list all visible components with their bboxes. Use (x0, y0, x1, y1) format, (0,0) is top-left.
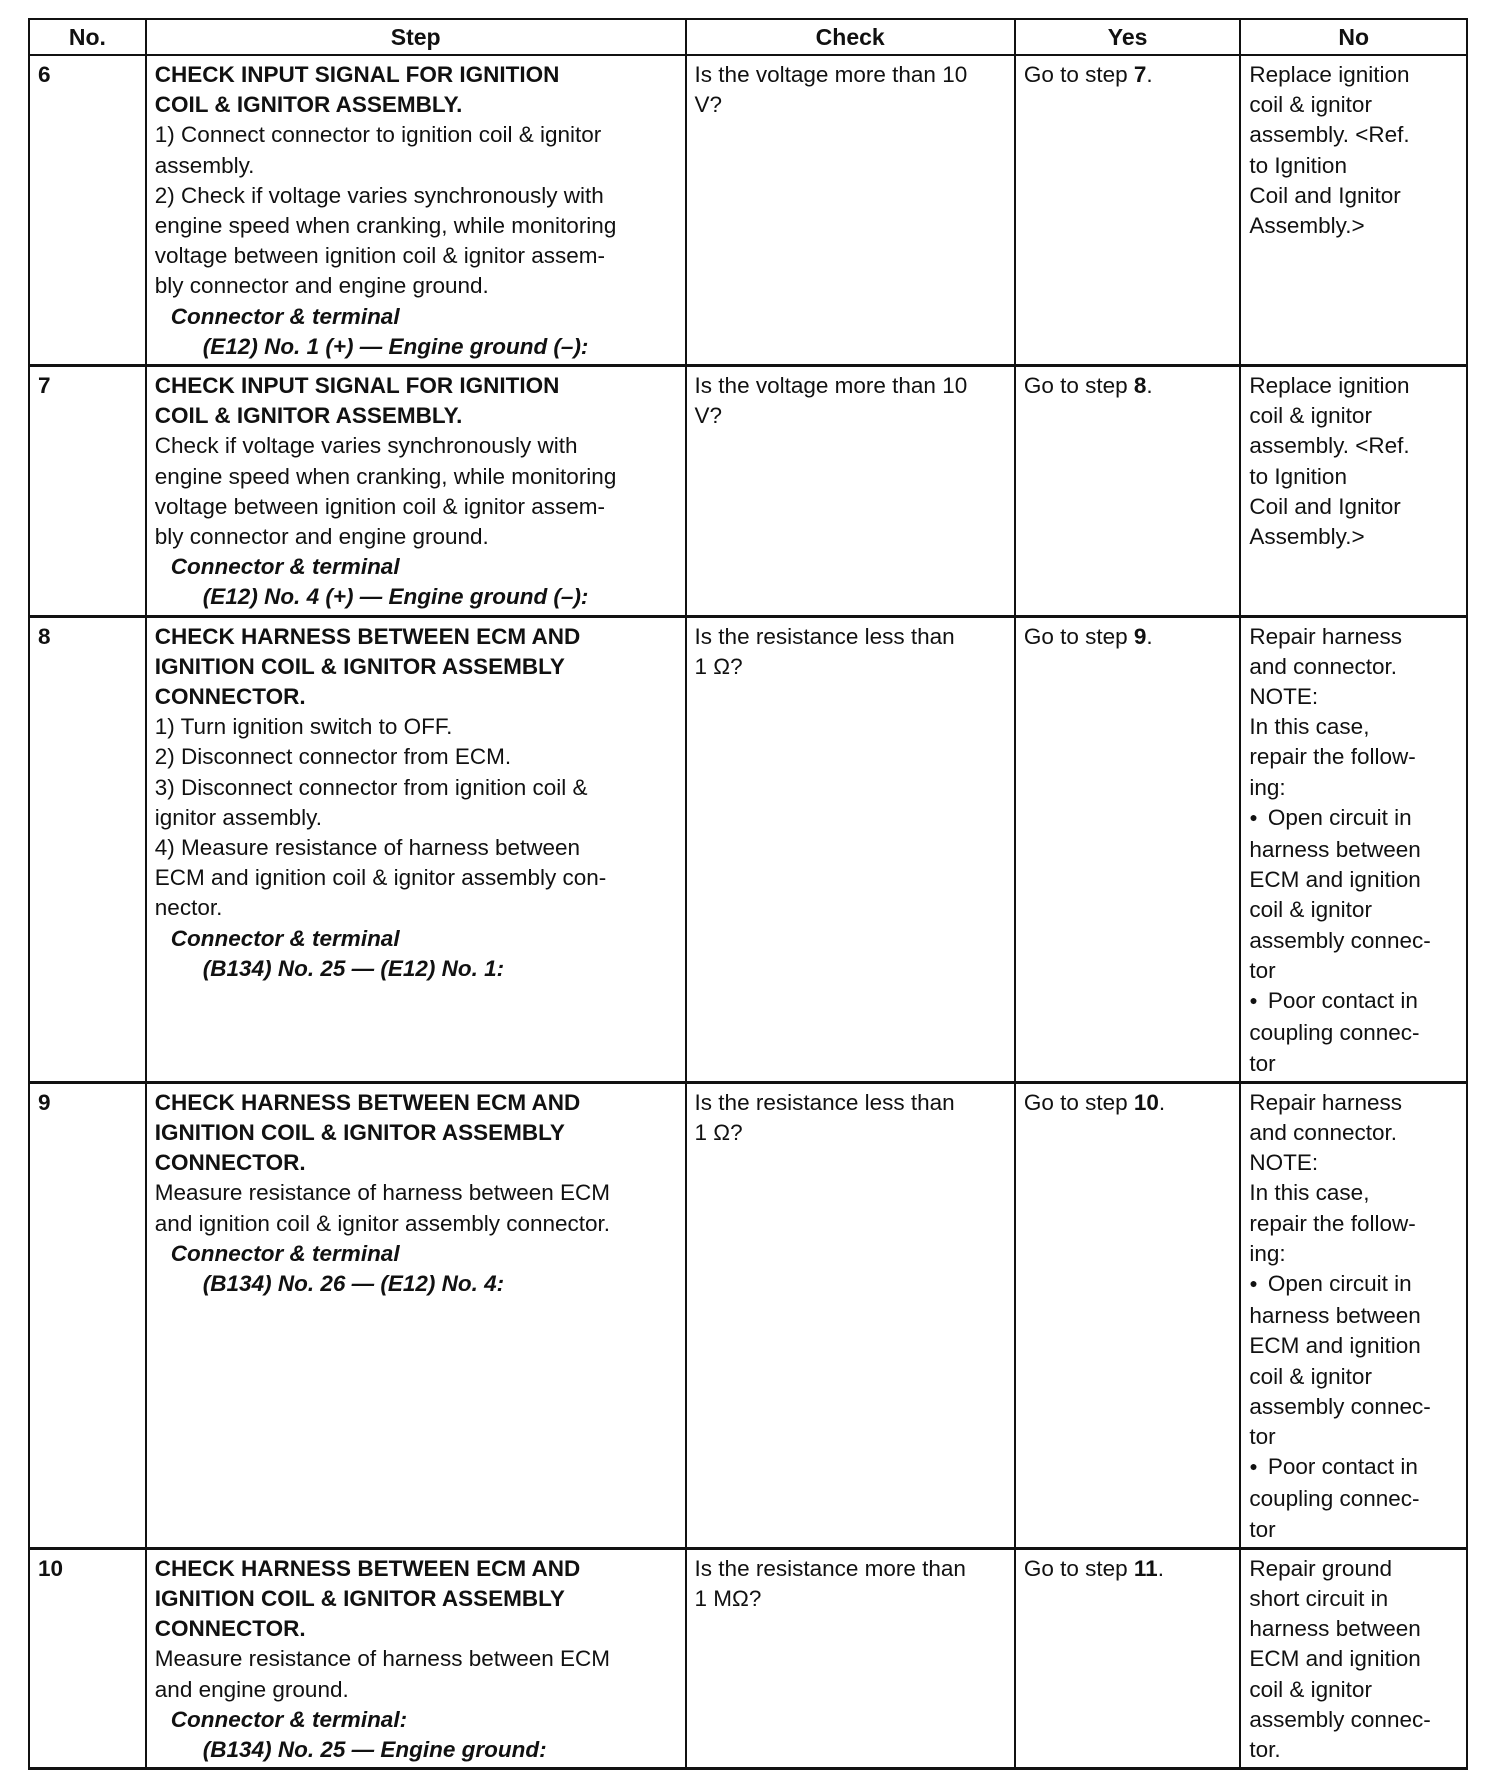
check-line: 1 Ω? (694, 653, 743, 679)
step-title-line: CHECK HARNESS BETWEEN ECM AND (154, 623, 581, 649)
step-title-line: CHECK INPUT SIGNAL FOR IGNITION (154, 62, 560, 87)
no-answer-cell (1240, 366, 1467, 617)
step-instruction-line: and engine ground. (154, 1676, 349, 1702)
yes-prefix: Go to step (1023, 1089, 1134, 1115)
bullet-item-line: ● Open circuit in (1249, 803, 1458, 835)
diagnostic-table (28, 18, 1468, 1770)
row-number-cell (29, 616, 146, 1082)
step-title-line: IGNITION COIL & IGNITOR ASSEMBLY (154, 1585, 565, 1611)
check-cell (686, 55, 1015, 366)
table-row (29, 55, 1467, 366)
diagnostic-sheet (28, 18, 1468, 1770)
bullet-continuation-line: coupling connec- (1249, 1020, 1420, 1046)
step-instruction-line: 1) Turn ignition switch to OFF. (154, 714, 453, 740)
step-cell (146, 616, 686, 1082)
no-answer-cell (1240, 55, 1467, 366)
bullet-continuation-line: tor (1249, 1516, 1276, 1542)
check-line: 1 MΩ? (694, 1585, 762, 1611)
step-title-line: COIL & IGNITOR ASSEMBLY. (154, 92, 463, 118)
step-instruction-line: Measure resistance of harness between ECM (154, 1646, 611, 1672)
check-line: Is the resistance less than (694, 1089, 955, 1115)
no-answer-line: tor. (1249, 1736, 1281, 1762)
yes-action (1024, 1088, 1232, 1118)
header-check: Check (686, 19, 1015, 55)
table-row (29, 1548, 1467, 1768)
step-instruction-line: 3) Disconnect connector from ignition coil & (154, 774, 588, 800)
check-line: V? (694, 92, 723, 118)
step-cell (146, 55, 686, 366)
row-number-cell (29, 55, 146, 366)
row-number-cell (29, 366, 146, 617)
no-answer-line: Repair ground (1249, 1555, 1392, 1581)
connector-terminal-label: Connector & terminal (170, 303, 400, 329)
yes-prefix: Go to step (1023, 1555, 1134, 1581)
bullet-continuation-line: tor (1249, 1050, 1276, 1076)
no-answer-line: In this case, (1249, 1180, 1370, 1206)
header-no: No. (29, 19, 146, 55)
step-number: 9 (38, 1089, 51, 1115)
step-instruction-line: nector. (154, 895, 223, 921)
no-answer-line: Assembly.> (1249, 213, 1365, 239)
step-instruction-line: 2) Check if voltage varies synchronously with (154, 182, 604, 208)
yes-step-number: 10 (1133, 1089, 1159, 1115)
step-instruction-line: ignitor assembly. (154, 804, 322, 830)
step-instruction-line: ECM and ignition coil & ignitor assembly con- (154, 865, 607, 891)
step-number: 10 (38, 1555, 64, 1581)
yes-suffix: . (1146, 373, 1153, 399)
yes-prefix: Go to step (1023, 62, 1134, 87)
bullet-item-line: ● Poor contact in (1249, 1452, 1458, 1484)
check-line: Is the voltage more than 10 (694, 62, 968, 87)
bullet-continuation-line: coil & ignitor (1249, 897, 1372, 923)
no-answer-line: repair the follow- (1249, 744, 1416, 770)
no-answer-line: coil & ignitor (1249, 92, 1372, 118)
check-line: 1 Ω? (694, 1119, 743, 1145)
yes-cell (1015, 1548, 1241, 1768)
step-cell (146, 1548, 686, 1768)
step-title-line: CONNECTOR. (154, 684, 306, 710)
step-instruction-line: bly connector and engine ground. (154, 524, 489, 550)
connector-terminal-value: (E12) No. 4 (+) — Engine ground (–): (202, 584, 589, 610)
no-answer-cell (1240, 1548, 1467, 1768)
step-title-line: COIL & IGNITOR ASSEMBLY. (154, 403, 463, 429)
yes-step-number: 9 (1133, 623, 1147, 649)
bullet-continuation-line: coupling connec- (1249, 1486, 1420, 1512)
connector-terminal-label: Connector & terminal: (170, 1706, 408, 1732)
step-instruction-line: and ignition coil & ignitor assembly connector. (154, 1210, 611, 1236)
header-yes: Yes (1015, 19, 1241, 55)
yes-prefix: Go to step (1023, 623, 1134, 649)
connector-terminal-label: Connector & terminal (170, 554, 400, 580)
step-instruction-line: Check if voltage varies synchronously with (154, 433, 578, 459)
bullet-continuation-line: tor (1249, 957, 1276, 983)
yes-suffix: . (1146, 62, 1153, 87)
no-answer-line: Repair harness (1249, 1089, 1402, 1115)
yes-action (1024, 1554, 1232, 1584)
no-answer-line: ing: (1249, 1240, 1286, 1266)
no-answer-line: and connector. (1249, 653, 1398, 679)
step-instruction-line: Measure resistance of harness between ECM (154, 1180, 611, 1206)
bullet-continuation-line: harness between (1249, 837, 1421, 863)
bullet-continuation-line: assembly connec- (1249, 1393, 1431, 1419)
header-no-answer: No (1240, 19, 1467, 55)
check-cell (686, 1548, 1015, 1768)
no-answer-line: coil & ignitor (1249, 403, 1372, 429)
yes-suffix: . (1158, 1089, 1166, 1115)
yes-step-number: 11 (1133, 1555, 1158, 1581)
bullet-continuation-line: ECM and ignition (1249, 867, 1421, 893)
yes-step-number: 7 (1133, 62, 1147, 87)
check-cell (686, 1082, 1015, 1548)
no-answer-line: and connector. (1249, 1119, 1398, 1145)
no-answer-cell (1240, 616, 1467, 1082)
check-line: Is the voltage more than 10 (694, 373, 968, 399)
no-answer-line: Coil and Ignitor (1249, 493, 1401, 519)
check-line: Is the resistance less than (694, 623, 955, 649)
step-instruction-line: engine speed when cranking, while monitoring (154, 463, 617, 489)
yes-prefix: Go to step (1023, 373, 1134, 399)
yes-cell (1015, 55, 1241, 366)
yes-action (1024, 371, 1232, 401)
step-number: 6 (38, 62, 51, 87)
no-answer-line: NOTE: (1249, 1150, 1319, 1176)
connector-terminal-value: (E12) No. 1 (+) — Engine ground (–): (202, 333, 589, 359)
step-cell (146, 1082, 686, 1548)
row-number-cell (29, 1548, 146, 1768)
step-title-line: IGNITION COIL & IGNITOR ASSEMBLY (154, 1119, 565, 1145)
step-number: 7 (38, 373, 51, 399)
yes-action (1024, 622, 1232, 652)
connector-terminal-value: (B134) No. 25 — (E12) No. 1: (202, 955, 505, 981)
connector-terminal-value: (B134) No. 26 — (E12) No. 4: (202, 1270, 505, 1296)
no-answer-line: In this case, (1249, 714, 1370, 740)
yes-action (1024, 60, 1232, 90)
step-instruction-line: voltage between ignition coil & ignitor assem- (154, 243, 606, 269)
bullet-item-line: ● Poor contact in (1249, 986, 1458, 1018)
yes-suffix: . (1146, 623, 1153, 649)
no-answer-line: assembly. <Ref. (1249, 433, 1410, 459)
step-instruction-line: 4) Measure resistance of harness between (154, 835, 581, 861)
no-answer-line: short circuit in (1249, 1585, 1389, 1611)
table-row (29, 366, 1467, 617)
no-answer-line: Coil and Ignitor (1249, 182, 1401, 208)
no-answer-line: NOTE: (1249, 684, 1319, 710)
connector-terminal-value: (B134) No. 25 — Engine ground: (202, 1736, 547, 1762)
yes-suffix: . (1157, 1555, 1164, 1581)
no-answer-cell (1240, 1082, 1467, 1548)
step-instruction-line: 2) Disconnect connector from ECM. (154, 744, 512, 770)
no-answer-line: Replace ignition (1249, 62, 1410, 87)
no-answer-line: ing: (1249, 774, 1286, 800)
no-answer-line: assembly. <Ref. (1249, 122, 1410, 148)
no-answer-line: Replace ignition (1249, 373, 1410, 399)
step-title-line: CHECK HARNESS BETWEEN ECM AND (154, 1089, 581, 1115)
step-title-line: CHECK INPUT SIGNAL FOR IGNITION (154, 373, 560, 399)
no-answer-line: harness between (1249, 1616, 1421, 1642)
connector-terminal-label: Connector & terminal (170, 925, 400, 951)
step-title-line: CHECK HARNESS BETWEEN ECM AND (154, 1555, 581, 1581)
no-answer-line: ECM and ignition (1249, 1646, 1421, 1672)
yes-cell (1015, 366, 1241, 617)
no-answer-line: to Ignition (1249, 463, 1347, 489)
step-instruction-line: voltage between ignition coil & ignitor assem- (154, 493, 606, 519)
bullet-item-line: ● Open circuit in (1249, 1269, 1458, 1301)
yes-cell (1015, 1082, 1241, 1548)
check-line: V? (694, 403, 723, 429)
step-title-line: CONNECTOR. (154, 1150, 306, 1176)
yes-cell (1015, 616, 1241, 1082)
step-instruction-line: bly connector and engine ground. (154, 273, 489, 299)
bullet-continuation-line: tor (1249, 1423, 1276, 1449)
connector-terminal-label: Connector & terminal (170, 1240, 400, 1266)
yes-step-number: 8 (1133, 373, 1147, 399)
header-step: Step (146, 19, 686, 55)
check-line: Is the resistance more than (694, 1555, 966, 1581)
table-row (29, 1082, 1467, 1548)
step-instruction-line: engine speed when cranking, while monitoring (154, 213, 617, 239)
step-instruction-line: 1) Connect connector to ignition coil & ignitor (154, 122, 602, 148)
table-row (29, 616, 1467, 1082)
step-instruction-line: assembly. (154, 152, 255, 178)
no-answer-line: repair the follow- (1249, 1210, 1416, 1236)
step-title-line: IGNITION COIL & IGNITOR ASSEMBLY (154, 653, 565, 679)
bullet-continuation-line: ECM and ignition (1249, 1333, 1421, 1359)
table-body (29, 55, 1467, 1769)
bullet-continuation-line: coil & ignitor (1249, 1363, 1372, 1389)
check-cell (686, 366, 1015, 617)
no-answer-line: Assembly.> (1249, 524, 1365, 550)
header-row (29, 19, 1467, 55)
check-cell (686, 616, 1015, 1082)
no-answer-line: Repair harness (1249, 623, 1402, 649)
step-title-line: CONNECTOR. (154, 1616, 306, 1642)
step-number: 8 (38, 623, 51, 649)
bullet-continuation-line: harness between (1249, 1303, 1421, 1329)
no-answer-line: assembly connec- (1249, 1706, 1431, 1732)
no-answer-line: coil & ignitor (1249, 1676, 1372, 1702)
no-answer-line: to Ignition (1249, 152, 1347, 178)
row-number-cell (29, 1082, 146, 1548)
bullet-continuation-line: assembly connec- (1249, 927, 1431, 953)
step-cell (146, 366, 686, 617)
